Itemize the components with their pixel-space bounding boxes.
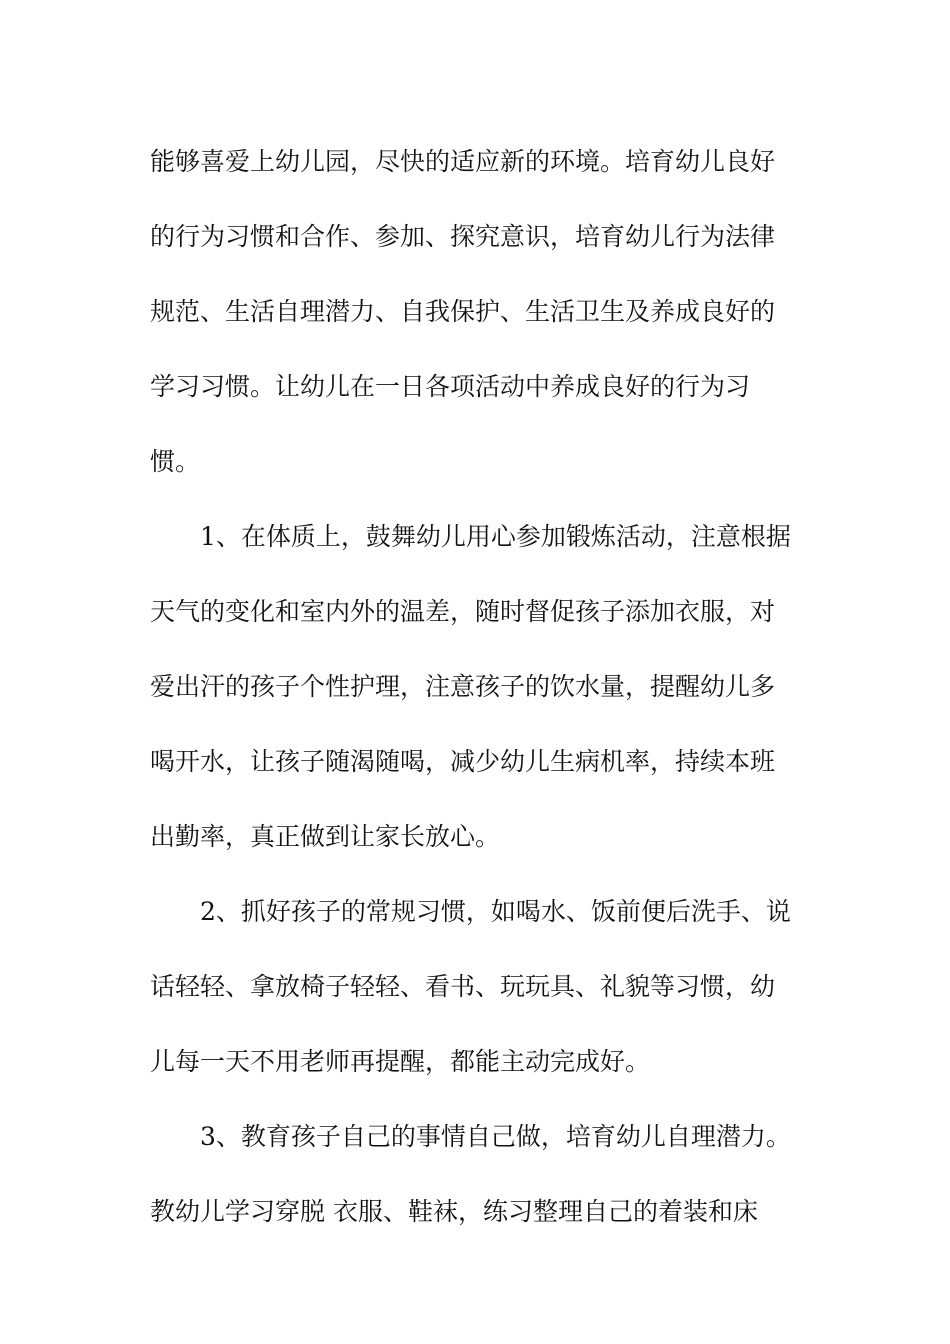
document-body [150, 124, 810, 1249]
paragraph-item-3: 3、教育孩子自己的事情自己做，培育幼儿自理潜力。 教幼儿学习穿脱 衣服、鞋袜，练习整理自己的着装和床 [150, 1122, 791, 1226]
paragraph-item-2: 2、抓好孩子的常规习惯，如喝水、饭前便后洗手、说 话轻轻、拿放椅子轻轻、看书、玩玩具、礼貌等习惯，幼 儿每一天不用老师再提醒，都能主动完成好。 [150, 897, 791, 1076]
paragraph-continuation: 能够喜爱上幼儿园，尽快的适应新的环境。培育幼儿良好 的行为习惯和合作、参加、探究意识，培育幼儿行为法律 规范、生活自理潜力、自我保护、生活卫生及养成良好的 学习习惯。让幼儿在一日各项活动中养成良好的行为习 惯。 [150, 147, 776, 476]
paragraph-item-1: 1、在体质上，鼓舞幼儿用心参加锻炼活动，注意根据 天气的变化和室内外的温差，随时督促孩子添加衣服，对 爱出汗的孩子个性护理，注意孩子的饮水量，提醒幼儿多 喝开水，让孩子随渴随喝，减少幼儿生病机率，持续本班 出勤率，真正做到让家长放心。 [150, 522, 791, 851]
